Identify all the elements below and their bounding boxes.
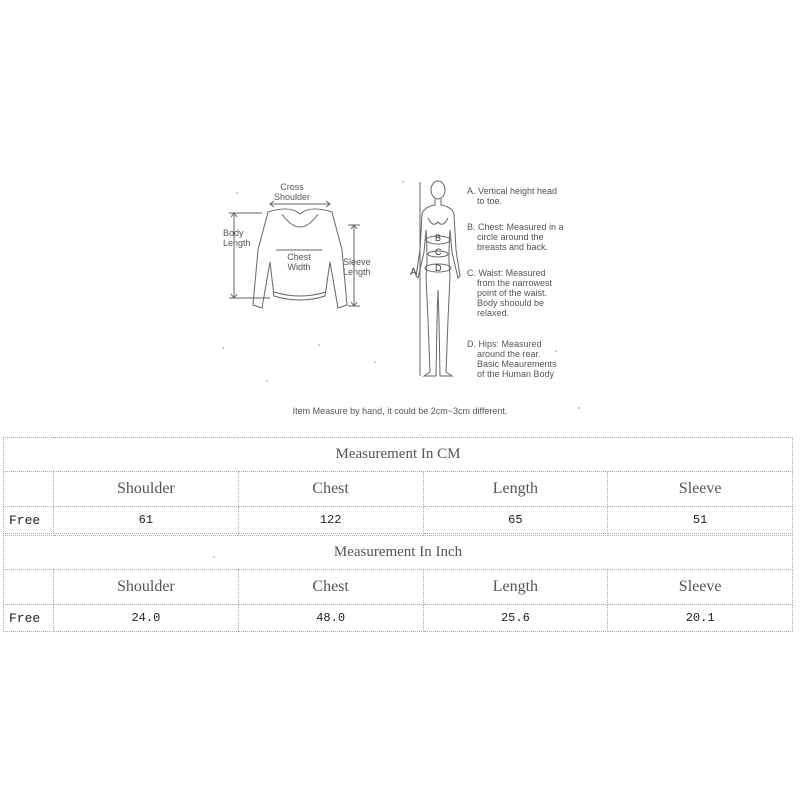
cross-shoulder-label: Cross Shoulder [273,182,311,202]
marker-a: A [410,267,417,278]
note-a: A. Vertical height head to toe. [467,186,558,206]
header-blank [4,472,54,507]
chest-width-label: Chest Width [287,252,311,272]
note-d: D. Hips: Measured around the rear. Basic Meaurements of the Human Body [467,339,557,379]
row-label-free: Free [4,605,54,632]
header-sleeve: Sleeve [608,570,793,605]
note-b: B. Chest: Measured in a circle around the breasts and back. [467,222,564,252]
header-blank [4,570,54,605]
header-chest: Chest [238,472,423,507]
sleeve-length-label: Sleeve Length [343,257,371,277]
speckle [222,347,224,349]
value-length: 25.6 [423,605,608,632]
header-length: Length [423,570,608,605]
speckle [318,344,320,346]
header-chest: Chest [238,570,423,605]
speckle [402,181,404,183]
body-length-label: Body Length [223,228,251,248]
header-sleeve: Sleeve [608,472,793,507]
body-length-arrow [229,213,270,298]
marker-c: C [435,247,442,257]
value-chest: 122 [238,507,423,534]
value-shoulder: 61 [54,507,239,534]
value-sleeve: 20.1 [608,605,793,632]
header-shoulder: Shoulder [54,472,239,507]
marker-b: B [435,233,442,243]
table-title: Measurement In CM [4,438,793,472]
measurement-table-inch [3,535,793,632]
table-title: Measurement In Inch [4,536,793,570]
note-c: C. Waist: Measured from the narrowest point of the waist. Body shoould be relaxed. [467,268,553,318]
marker-d: D [435,263,442,273]
value-sleeve: 51 [608,507,793,534]
row-label-free: Free [4,507,54,534]
speckle [374,361,376,363]
value-length: 65 [423,507,608,534]
measure-footnote: Item Measure by hand, it could be 2cm~3cm different. [292,406,508,416]
header-shoulder: Shoulder [54,570,239,605]
body-figure [416,181,460,376]
value-shoulder: 24.0 [54,605,239,632]
measurement-table-cm [3,437,793,534]
speckle [578,407,580,409]
speckle [266,380,268,382]
header-length: Length [423,472,608,507]
speckle [236,192,238,194]
value-chest: 48.0 [238,605,423,632]
speckle [555,350,557,352]
